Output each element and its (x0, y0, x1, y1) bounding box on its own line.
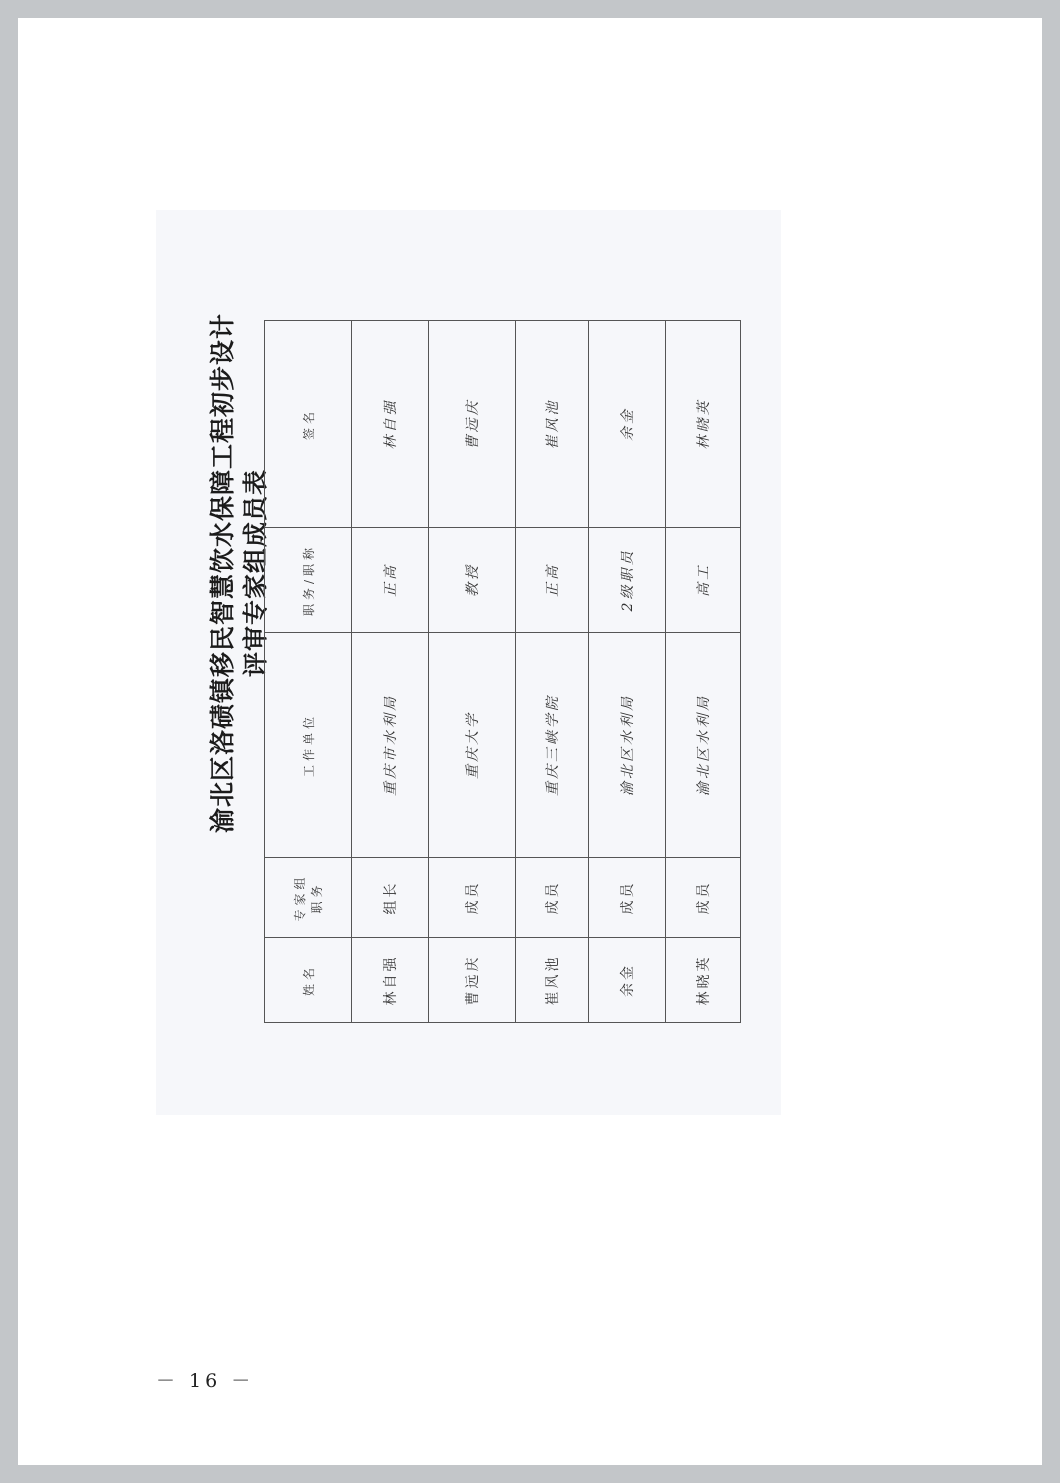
form-title: 渝北区洛碛镇移民智慧饮水保障工程初步设计 (208, 313, 237, 834)
cell-name: 林晓英 (666, 938, 741, 1023)
cell-name: 林自强 (352, 938, 429, 1023)
table-row (589, 321, 666, 1023)
cell-signature: 林自强 (352, 321, 429, 528)
cell-role: 成员 (589, 858, 666, 938)
cell-name: 曹远庆 (429, 938, 516, 1023)
cell-unit: 重庆市水利局 (352, 633, 429, 858)
cell-title: 正高 (516, 528, 589, 633)
header-signature: 签名 (265, 321, 352, 528)
header-role-line2: 职务 (310, 881, 324, 914)
table-row (352, 321, 429, 1023)
table-row (516, 321, 589, 1023)
table-header-row (265, 321, 352, 1023)
cell-signature: 曹远庆 (429, 321, 516, 528)
header-role-line1: 专家组 (293, 873, 307, 922)
form-subtitle: 评审专家组成员表 (241, 469, 270, 678)
cell-signature: 崔风池 (516, 321, 589, 528)
cell-title: 教授 (429, 528, 516, 633)
cell-title: 高工 (666, 528, 741, 633)
page-number: － 16 － (156, 1370, 255, 1392)
cell-role: 成员 (429, 858, 516, 938)
cell-signature: 林晓英 (666, 321, 741, 528)
cell-role: 成员 (666, 858, 741, 938)
cell-title: 2级职员 (589, 528, 666, 633)
cell-unit: 渝北区水利局 (589, 633, 666, 858)
table-row (666, 321, 741, 1023)
table-row (429, 321, 516, 1023)
cell-unit: 渝北区水利局 (666, 633, 741, 858)
cell-unit: 重庆三峡学院 (516, 633, 589, 858)
header-name: 姓名 (265, 938, 352, 1023)
header-title: 职务/职称 (265, 528, 352, 633)
cell-name: 崔风池 (516, 938, 589, 1023)
cell-role: 组长 (352, 858, 429, 938)
header-unit: 工作单位 (265, 633, 352, 858)
cell-title: 正高 (352, 528, 429, 633)
expert-roster-table (264, 320, 741, 1023)
cell-role: 成员 (516, 858, 589, 938)
rotated-form (170, 123, 790, 1023)
cell-unit: 重庆大学 (429, 633, 516, 858)
cell-name: 余金 (589, 938, 666, 1023)
header-role (265, 858, 352, 938)
cell-signature: 余金 (589, 321, 666, 528)
